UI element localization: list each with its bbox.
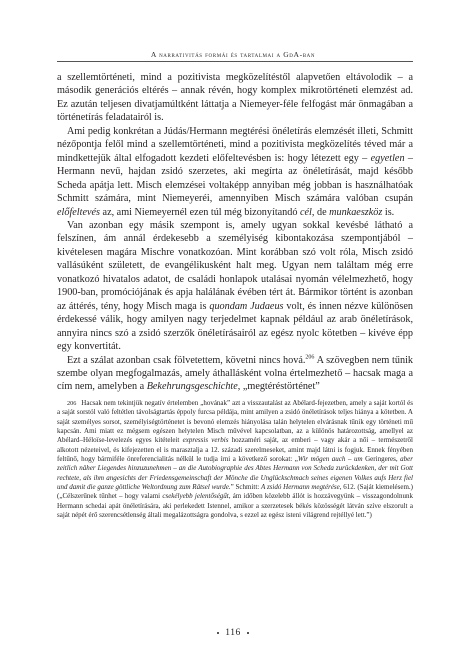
main-text bbox=[57, 71, 413, 394]
paragraph-2 bbox=[57, 125, 413, 219]
text-run: , „megtéréstörténet” bbox=[237, 381, 320, 393]
italic-text: Wir mögen auch – um bbox=[297, 455, 363, 464]
footnote-reference: 206 bbox=[305, 354, 315, 361]
italic-text: aber zeitlich näher Liegendes hinzuzunehmen – an die Autobiographie des Abtes Hermann von Scheda zurückdenken, der mit Gott rechtete, als ihm angesichts der Friedensgemeinschaft der Mönche die Unglückschmach seines eigenen Volkes aufs Herz fiel und damit die ganze göttliche Weltordnung zum Rätsel wurde. bbox=[57, 455, 413, 492]
italic-text: expressis verbis bbox=[182, 436, 229, 445]
paragraph-3 bbox=[57, 219, 413, 354]
text-run: Ezt a szálat azonban csak fölvetettem, követni nincs hová. bbox=[67, 354, 306, 366]
italic-text: munkaeszköz bbox=[329, 206, 383, 218]
italic-text: előfeltevés bbox=[57, 206, 100, 218]
header-rule bbox=[57, 61, 413, 62]
italic-text: egyetlen bbox=[370, 152, 405, 164]
text-run: volt, és innen nézve különösen érdekessé válik, hogy amilyen nagy terjedelmet kapnak például az arab önéletírások, annyira nincs szó a zsidó szerzők önéletírásairól az egész nyolc kötetben – kivéve épp egy konvertitát. bbox=[57, 300, 413, 353]
italic-text: csekélyebb jelentőségűt bbox=[162, 492, 229, 501]
footnotes bbox=[57, 399, 413, 520]
footnote-206 bbox=[57, 399, 413, 520]
paragraph-4 bbox=[57, 354, 413, 394]
italic-text: Bekehrungsgeschichte bbox=[146, 381, 238, 393]
text-run: az, ami Niemeyernél ezen túl még bizonyítandó bbox=[100, 206, 300, 218]
footnote-number: 206 bbox=[67, 400, 77, 407]
page-number bbox=[0, 628, 466, 638]
text-run: hozzaméri saját, az emberi – vagy akár a női – természetről alkotott nézeteivel, és kifejezetten el is marasztalja a 12. századi szerelmeseket, amint majd látni is fogjuk. Ennek fényében feltűnő, hogy bármiféle önreferencialitás nélkül le tudja írni a következő sorokat: „ bbox=[57, 436, 414, 464]
text-run: – Hermann nevű, hajdan zsidó szerzetes, aki megírta az önéletírását, majd később Scheda apátja lett. Misch elemzései voltaképp annyiban még jobban is használhatóak Schmitt számára, mint Niemeyeréi, amennyiben Misch számára valóban csupán bbox=[57, 152, 413, 205]
paragraph-1: a szellemtörténeti, mind a pozitivista megközelítéstől alapvetően eltávolodik – a második generációs eltérés – annak révén, hogy komplex mikrotörténeti elemzést ad. Ez azután teljesen divatjamúltként láttatja a Niemeyer-féle felfogást már önmagában a történetírás feladatairól is. bbox=[57, 72, 413, 124]
text-run: , 612. (Saját kiemelésem.) („Célszerűnek tűnhet – hogy valami bbox=[57, 483, 413, 501]
text-run: Geringeres, bbox=[362, 455, 401, 464]
folio-dot-left bbox=[217, 632, 220, 635]
text-run: ” Schmitt: bbox=[230, 483, 262, 492]
italic-text: quondam Judaeus bbox=[209, 300, 284, 312]
running-head: A narrativitás formái és tartalmai a GdA-ban bbox=[150, 50, 316, 59]
text-run: is. bbox=[382, 206, 395, 218]
footnote-text bbox=[57, 399, 413, 519]
text-run: A szövegben nem tűnik szembe olyan megfogalmazás, amely áthallásként volna értelmezhető – hacsak maga a cím nem, amelyben a bbox=[57, 354, 413, 393]
folio-dot-right bbox=[247, 632, 250, 635]
page-number-value: 116 bbox=[225, 628, 241, 638]
italic-text: A zsidó Hermann megtérése bbox=[261, 483, 340, 492]
text-run: Van azonban egy másik szempont is, amely ugyan sokkal kevésbé látható a felszínen, ám annál érdekesebb a személyiség kibontakozása szempontjából – kivételesen magára Mischre vonatkozóan. Mint korábban szó volt róla, Misch zsidó vallásúként született, de evangélikusként halt meg. Ugyan nem találtam még erre vonatkozó hivatalos adatot, de családi honlapok utalásai nyomán vélelmezhető, hogy 1900-ban, promóciójának és apja halálának évében tért át. Bármikor történt is azonban az áttérés, tény, hogy Misch maga is bbox=[57, 219, 413, 312]
text-run: Hacsak nem tekintjük negatív értelemben „hovának” azt a visszautalást az Abélard-fejezetben, amely a saját kortól és a saját sorstól való feltétlen távolságtartás éppoly furcsa példája, mint amilyen a zsidó önéletírások teljes hiánya a kötetben. A saját személyes sorsot, személyiségtörténetet is bevonó elemzés hiányolása talán helytelen elvárásnak tűnik egy történeti mű kapcsán. Ami miatt ez mégsem egészen helytelen Misch művével kapcsolatban, az a különös határozottság, amellyel az Abélard–Héloïse-levelezés egyes kitételeit bbox=[57, 399, 413, 445]
text-run: , de bbox=[311, 206, 330, 218]
text-run: , ám időben közelebb állót is hozzávegyünk – visszagondolnunk Hermann schedai apát önéletírására, aki perlekedett Istennel, amikor a szerzetesek békés közösségét látván szíve elszorult a saját népét érő szerencsétlenség általi megalázottságra gondolva, s ezzel az egész isteni világrend rejtéllyé lett.”) bbox=[57, 492, 413, 520]
italic-text: cél bbox=[300, 206, 312, 218]
text-run: Ami pedig konkrétan a Júdás/Hermann megtérési önéletírás elemzését illeti, Schmitt nézőpontja felől mind a szellemtörténeti, mind a pozitivista megközelítés téved már a mindkettejük által elfogadott kezdeti előfeltevésben is: hogy létezett egy – bbox=[57, 125, 413, 164]
